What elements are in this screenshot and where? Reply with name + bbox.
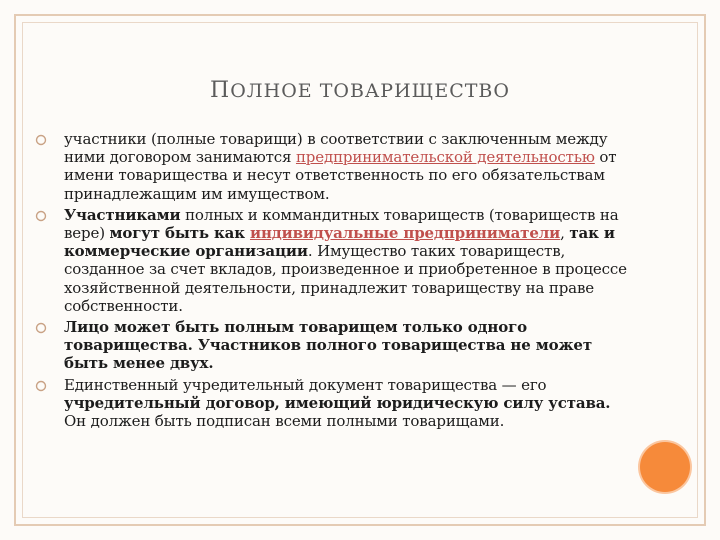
item-2-bold-participants: Участниками	[64, 205, 181, 224]
list-item	[34, 130, 634, 203]
slide-title-rest: ОЛНОЕ ТОВАРИЩЕСТВО	[230, 80, 510, 102]
open-circle-bullet-icon	[34, 133, 48, 147]
link-entrepreneurial-activity[interactable]: предпринимательской деятельностью	[295, 148, 595, 167]
list-item	[34, 376, 634, 431]
open-circle-bullet-icon	[34, 379, 48, 393]
list-item	[34, 206, 634, 315]
slide-title-initial: П	[210, 78, 231, 103]
item-2-text-end: . Имущество таких товариществ, созданное за счет вкладов, произведенное и приобретенное в процессе хозяйственной деятельности, принадлежит товариществу на праве собственности.	[64, 242, 627, 315]
link-individual-entrepreneurs[interactable]: индивидуальные предприниматели	[249, 224, 561, 243]
open-circle-bullet-icon	[34, 209, 48, 223]
item-2-bold-can-be: могут быть как	[109, 224, 250, 243]
item-4-bold-founding-agreement: учредительный договор, имеющий юридическую силу устава.	[64, 393, 611, 412]
item-2-comma: ,	[560, 224, 570, 243]
item-1-text-end: от имени товарищества и несут ответственность по его обязательствам принадлежащим им имуществом.	[64, 148, 617, 203]
slide-title	[0, 78, 720, 103]
item-3-bold-text: Лицо может быть полным товарищем только одного товарищества. Участников полного товарищества не может быть менее двух.	[64, 318, 592, 373]
item-4-text-end: Он должен быть подписан всеми полными товарищами.	[64, 412, 505, 431]
open-circle-bullet-icon	[34, 321, 48, 335]
bullet-list	[34, 130, 634, 433]
item-4-text: Единственный учредительный документ товарищества — его	[64, 375, 547, 394]
item-1-text: участники (полные товарищи) в соответствии с заключенным между ними договором занимаются	[64, 130, 608, 167]
item-2-text: полных и коммандитных товариществ (товариществ на вере)	[64, 205, 619, 243]
list-item	[34, 318, 634, 373]
item-2-bold-commercial-orgs: так и коммерческие организации	[64, 224, 615, 261]
orange-circle-decoration	[640, 442, 690, 492]
